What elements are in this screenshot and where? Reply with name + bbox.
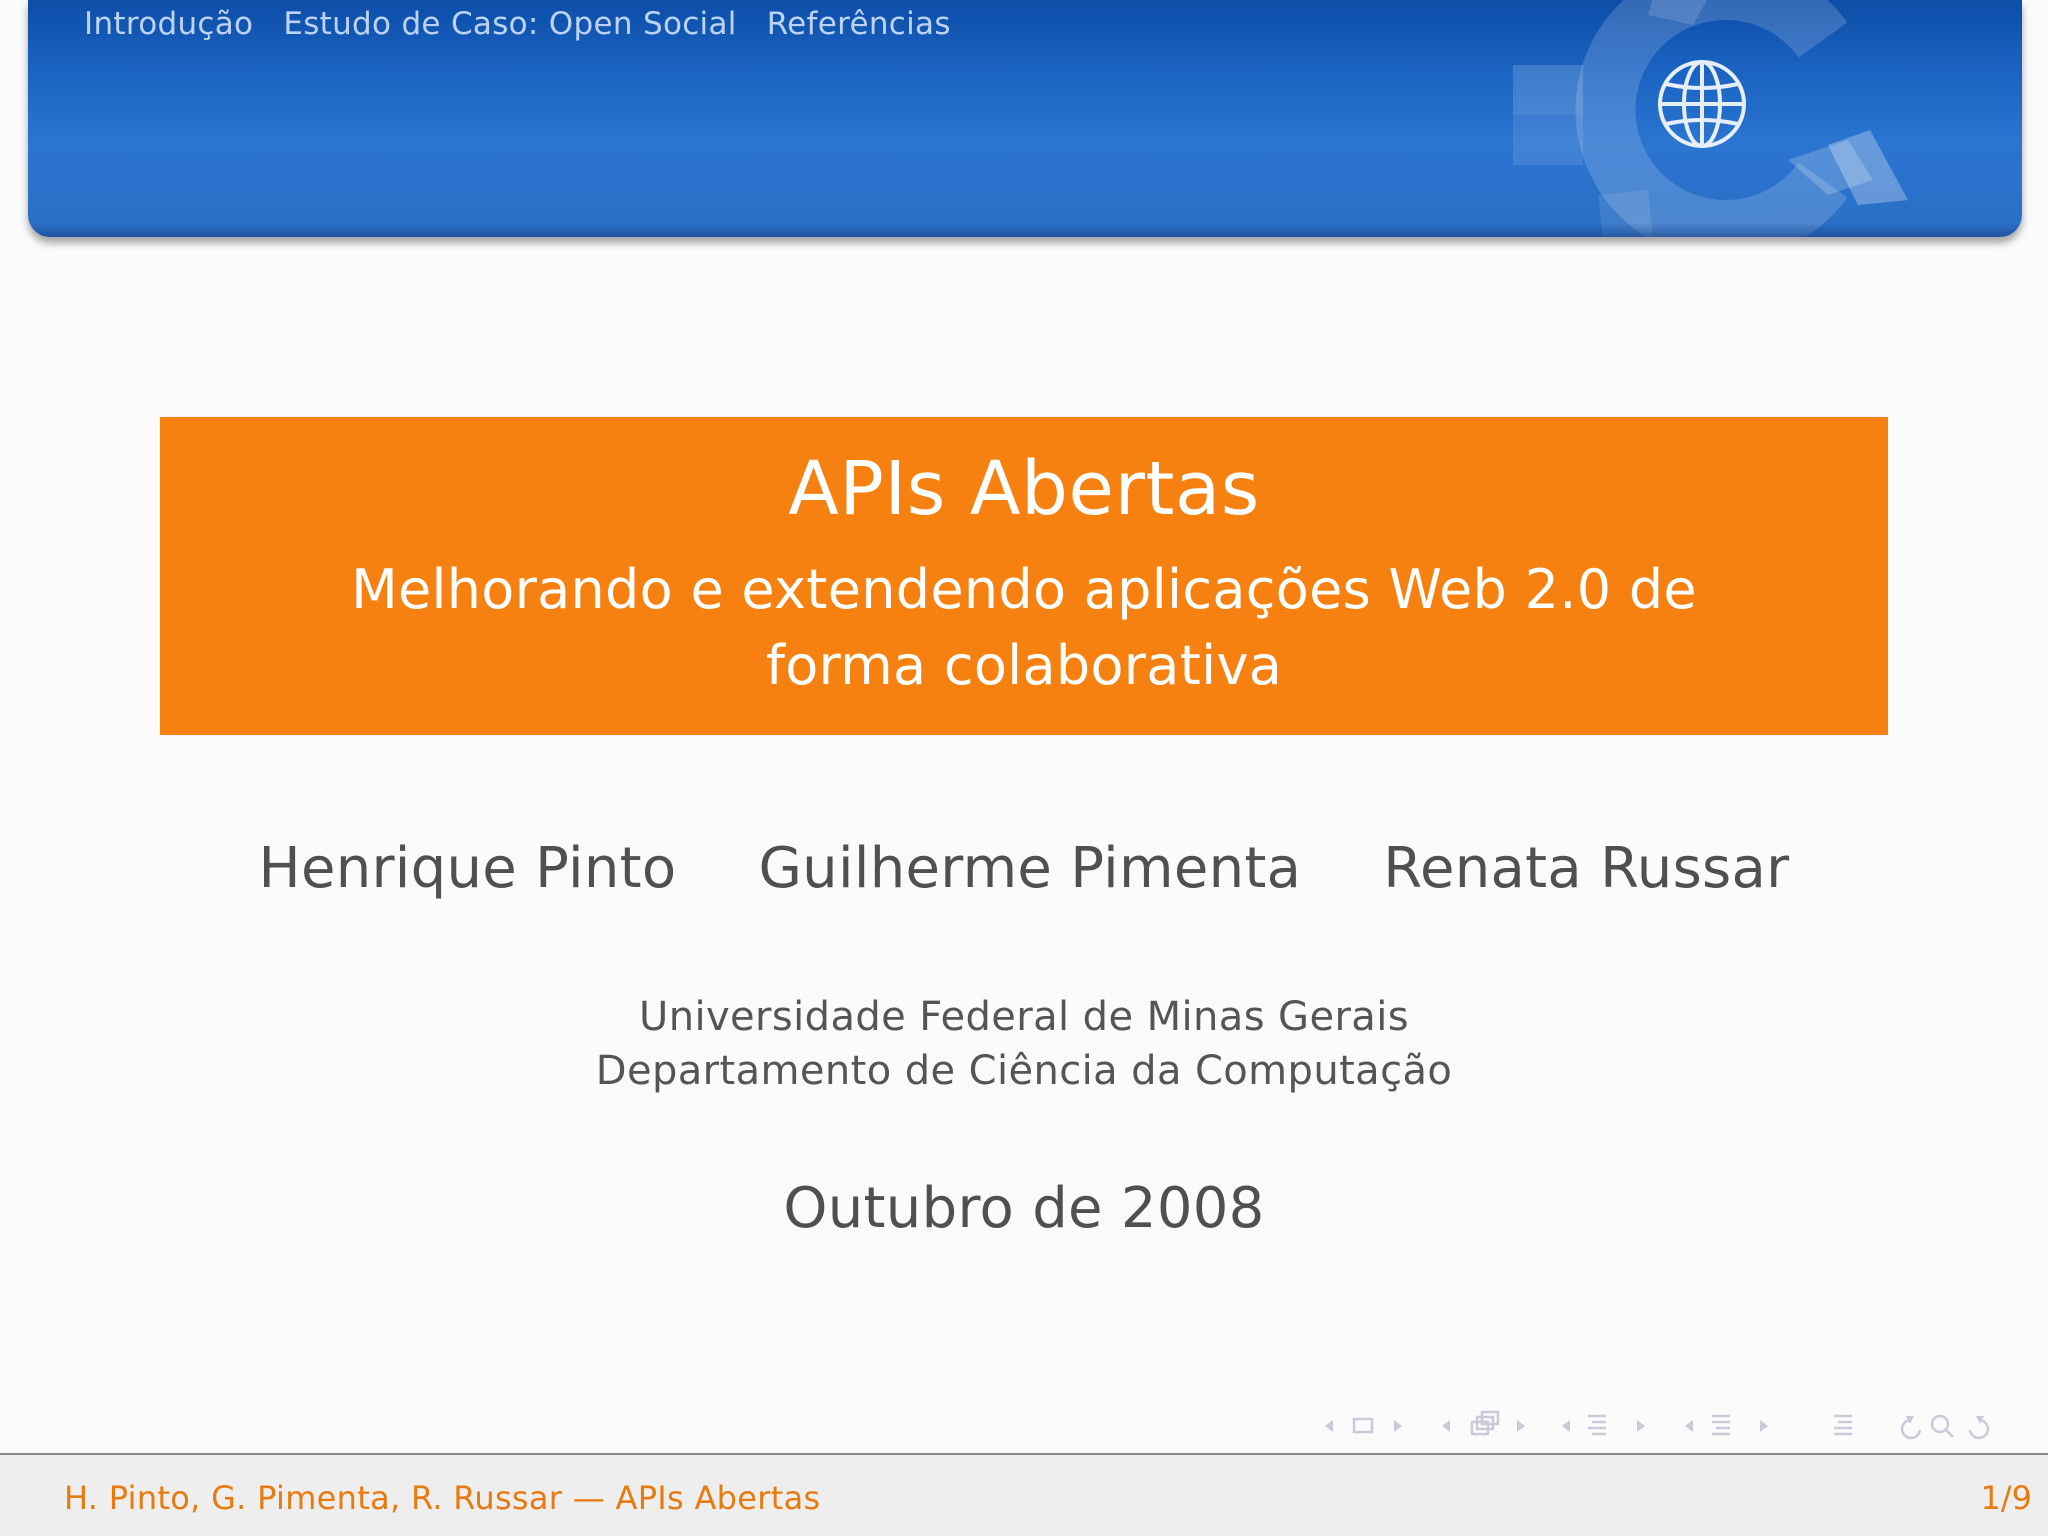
prev-section-icon[interactable] [1562,1420,1570,1432]
presentation-subtitle: Melhorando e extendendo aplicações Web 2.0 de forma colaborativa [351,558,1697,698]
next-subsection-icon[interactable] [1517,1420,1525,1432]
authors [0,836,2048,901]
footer [0,1453,2048,1536]
footer-authors-title: H. Pinto, G. Pimenta, R. Russar — APIs Abertas [64,1479,821,1517]
nav-item-estudo-de-caso[interactable]: Estudo de Caso: Open Social [283,6,737,42]
next-section-icon[interactable] [1637,1420,1645,1432]
toc-section-icon[interactable] [1712,1416,1730,1434]
forward-icon[interactable] [1970,1416,1988,1438]
prev-subsection-icon[interactable] [1442,1420,1450,1432]
prev-frame-icon[interactable] [1325,1420,1333,1432]
nav-item-referencias[interactable]: Referências [766,6,951,42]
institution-department: Departamento de Ciência da Computação [595,1048,1453,1094]
institution-university: Universidade Federal de Minas Gerais [639,994,1409,1040]
header-banner [28,0,2022,237]
title-box [160,417,1888,735]
toc-icon[interactable] [1834,1416,1852,1434]
beamer-navigation-symbols [1310,1408,2030,1448]
page-number: 1/9 [1980,1479,2032,1517]
presentation-title: APIs Abertas [788,446,1260,532]
search-icon[interactable] [1932,1416,1953,1437]
nav-item-introducao[interactable]: Introdução [84,6,254,42]
globe-icon [1656,58,1748,150]
back-icon[interactable] [1902,1416,1920,1438]
institution [0,990,2048,1098]
presentation-date: Outubro de 2008 [783,1176,1265,1241]
next-frame-icon[interactable] [1394,1420,1402,1432]
author-3: Renata Russar [1383,836,1790,901]
prev-toc-icon[interactable] [1685,1420,1693,1432]
section-icon[interactable] [1588,1416,1606,1434]
subsection-icon[interactable] [1472,1412,1498,1434]
author-1: Henrique Pinto [258,836,677,901]
frame-icon[interactable] [1354,1419,1372,1432]
section-navigation [84,6,951,42]
next-toc-icon[interactable] [1760,1420,1768,1432]
author-2: Guilherme Pimenta [758,836,1302,901]
